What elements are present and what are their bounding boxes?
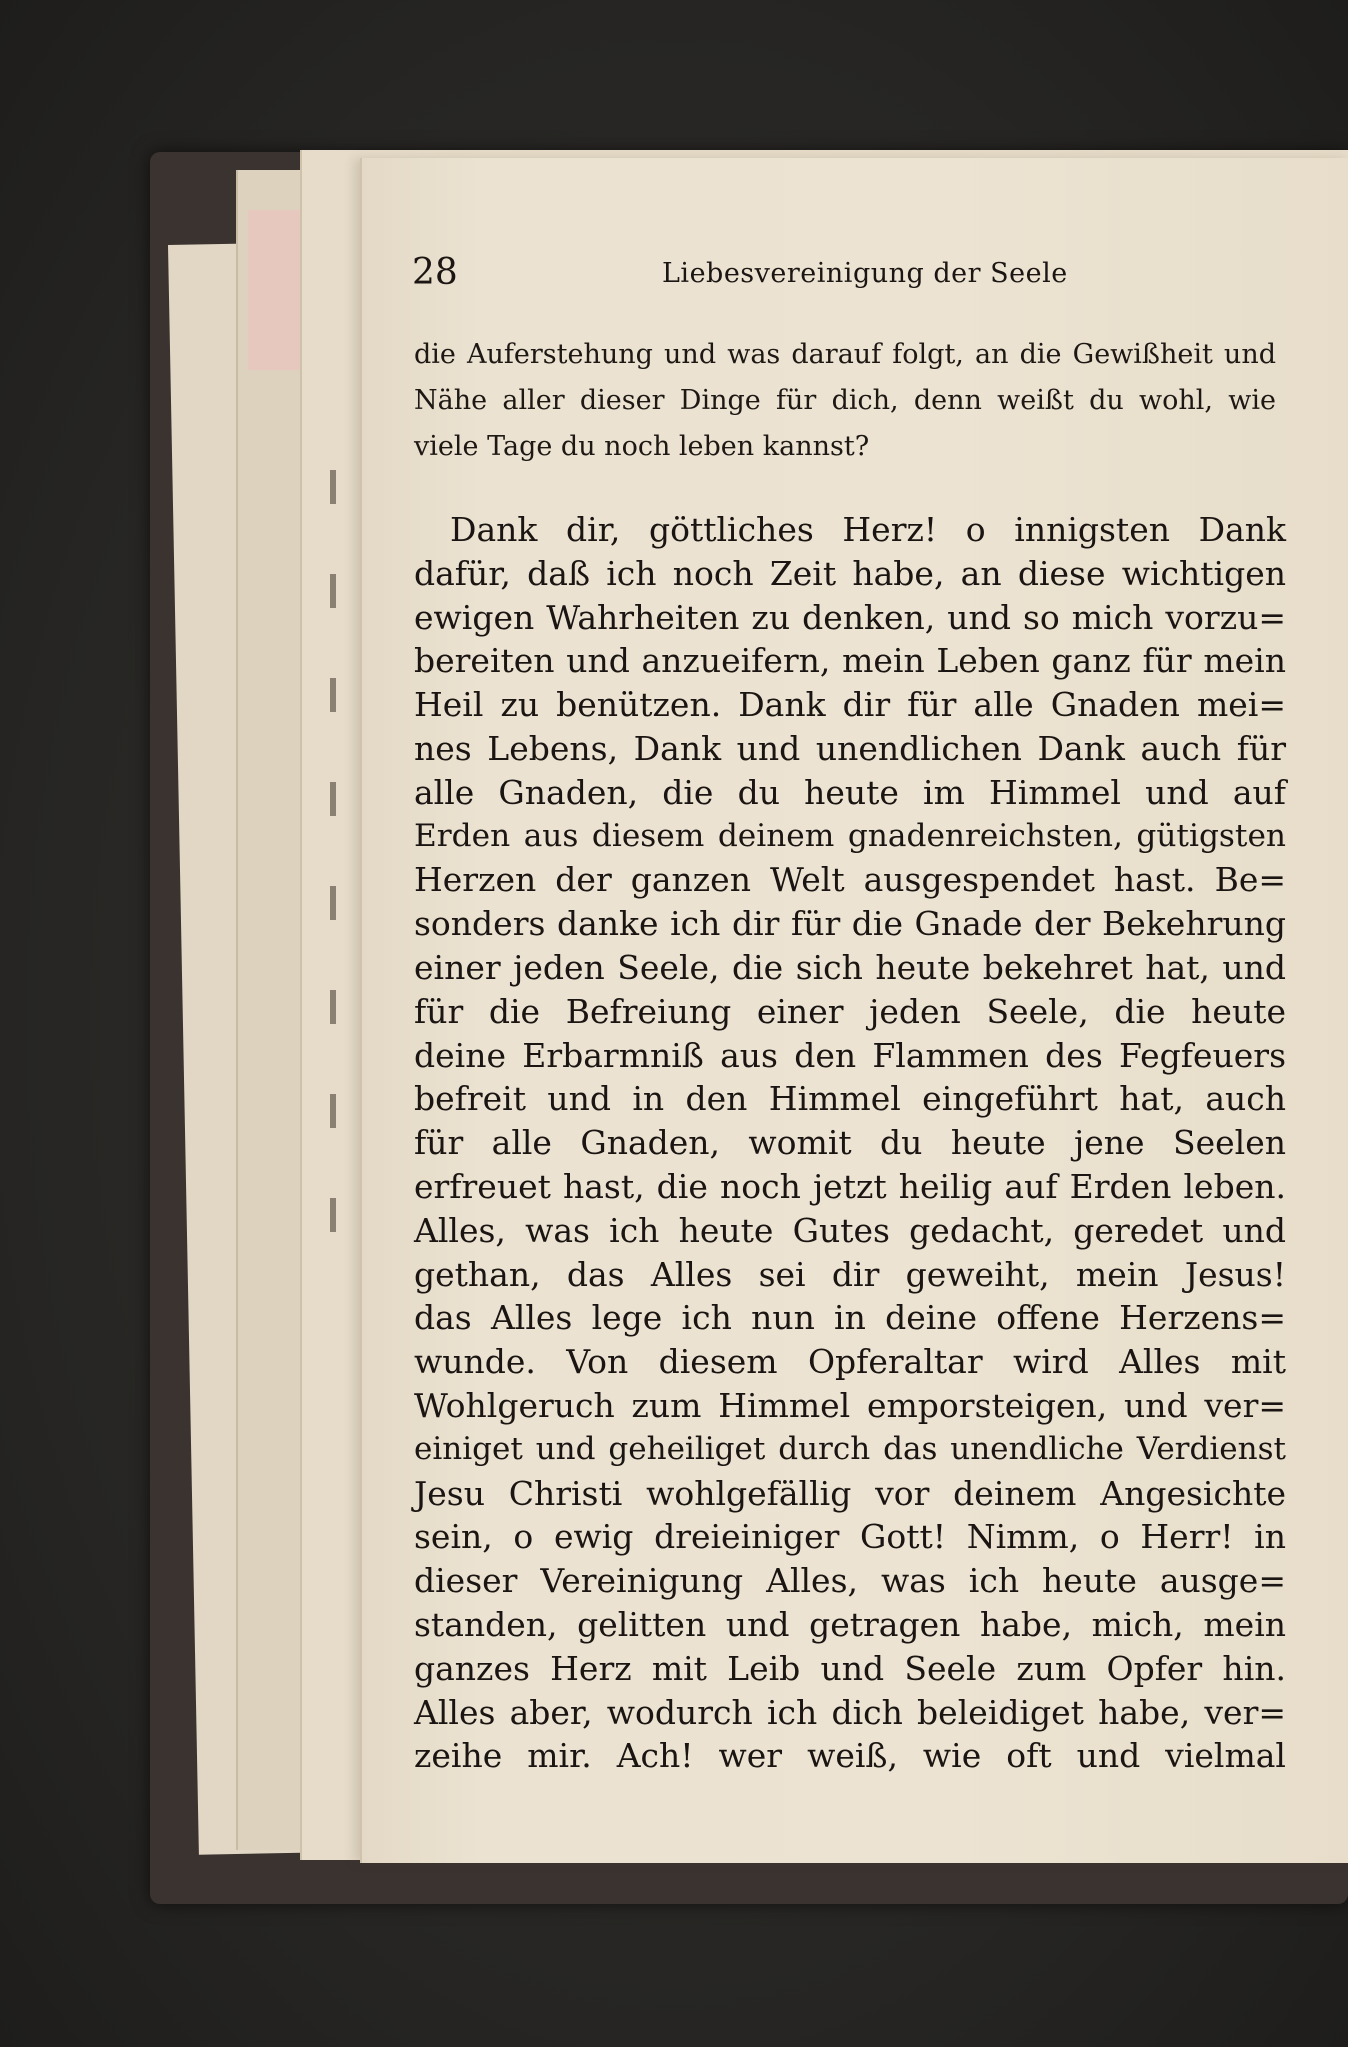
page-number: 28 [412,252,458,293]
text-line: Herzen der ganzen Welt ausgespendet hast. Be= [414,860,1286,900]
second-paragraph [414,508,1286,1778]
edge-mark [330,990,336,1024]
text-line: einer jeden Seele, die sich heute bekehret hat, und [414,947,1286,987]
text-line: ganzes Herz mit Leib und Seele zum Opfer hin. [414,1648,1286,1688]
text-line: Nähe aller dieser Dinge für dich, denn weißt du wohl, wie [414,385,1276,416]
text-line: sonders danke ich dir für die Gnade der Bekehrung [414,904,1286,944]
text-line: deine Erbarmniß aus den Flammen des Fegfeuers [414,1035,1286,1075]
text-line: zeihe mir. Ach! wer weiß, wie oft und vielmal [414,1736,1286,1776]
text-line: das Alles lege ich nun in deine offene Herzens= [414,1298,1286,1338]
text-line: Jesu Christi wohlgefällig vor deinem Angesichte [414,1473,1286,1513]
text-line: bereiten und anzueifern, mein Leben ganz für mein [414,641,1286,681]
edge-mark [330,1198,336,1232]
text-line: für alle Gnaden, womit du heute jene Seelen [414,1123,1286,1163]
text-line: die Auferstehung und was darauf folgt, an die Gewißheit und [414,339,1276,370]
page-stain [248,210,308,370]
text-line: standen, gelitten und getragen habe, mich, mein [414,1604,1286,1644]
text-line: für die Befreiung einer jeden Seele, die heute [414,991,1286,1031]
running-head [412,252,1272,302]
text-line: wunde. Von diesem Opferaltar wird Alles mit [414,1342,1286,1382]
text-line: Erden aus diesem deinem gnadenreichsten, gütigsten [414,817,1286,854]
text-line: Heil zu benützen. Dank dir für alle Gnaden mei= [414,685,1286,725]
edge-mark [330,678,336,712]
page-edge-marks [330,470,338,1670]
edge-mark [330,574,336,608]
running-title: Liebesvereinigung der Seele [662,258,1068,289]
first-paragraph [414,332,1276,470]
text-line: Alles, was ich heute Gutes gedacht, geredet und [414,1210,1286,1250]
text-line: dieser Vereinigung Alles, was ich heute ausge= [414,1561,1286,1601]
text-line: nes Lebens, Dank und unendlichen Dank auch für [414,728,1286,768]
text-line: viele Tage du noch leben kannst? [414,431,870,462]
text-line: ewigen Wahrheiten zu denken, und so mich vorzu= [414,597,1286,637]
text-line: Alles aber, wodurch ich dich beleidiget habe, ver= [414,1692,1286,1732]
text-line: Dank dir, göttliches Herz! o innigsten Dank [450,510,1286,549]
text-line: alle Gnaden, die du heute im Himmel und auf [414,772,1286,812]
text-line: einiget und geheiliget durch das unendliche Verdienst [414,1430,1286,1467]
text-line: erfreuet hast, die noch jetzt heilig auf Erden leben. [414,1166,1286,1206]
text-line: gethan, das Alles sei dir geweiht, mein Jesus! [414,1254,1286,1294]
text-line: dafür, daß ich noch Zeit habe, an diese wichtigen [414,553,1286,593]
edge-mark [330,470,336,504]
edge-mark [330,886,336,920]
text-line: sein, o ewig dreieiniger Gott! Nimm, o Herr! in [414,1517,1286,1557]
edge-mark [330,782,336,816]
edge-mark [330,1094,336,1128]
text-line: befreit und in den Himmel eingeführt hat, auch [414,1079,1286,1119]
text-line: Wohlgeruch zum Himmel emporsteigen, und ver= [414,1385,1286,1425]
